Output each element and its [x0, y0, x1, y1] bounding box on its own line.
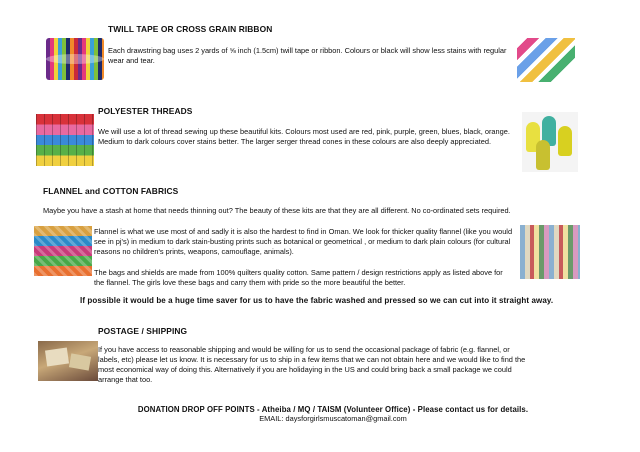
- fabrics-heading: FLANNEL and COTTON FABRICS: [43, 186, 179, 196]
- twill-body: Each drawstring bag uses 2 yards of ⅝ inch (1.5cm) twill tape or ribbon. Colours or black will show less stains with regular wear and tear.: [108, 46, 507, 65]
- fabric-photo-right: [520, 225, 580, 279]
- threads-body: We will use a lot of thread sewing up these beautiful kits. Colours most used are red, pink, purple, green, blues, black, orange. Medium to dark colours cover stains better. The larger serger thread cones in these colours are also deeply appreciated.: [98, 127, 510, 146]
- fabrics-intro: Maybe you have a stash at home that needs thinning out? The beauty of these kits are that they are all different. No co-ordinated sets required.: [43, 206, 511, 215]
- twill-heading: TWILL TAPE OR CROSS GRAIN RIBBON: [108, 24, 273, 34]
- postage-photo: [38, 341, 98, 381]
- threads-heading: POLYESTER THREADS: [98, 106, 193, 116]
- ribbon-photo-left: [46, 38, 104, 80]
- ribbon-photo-right: [517, 38, 575, 82]
- postage-heading: POSTAGE / SHIPPING: [98, 326, 188, 336]
- contact-email: EMAIL: daysforgirlsmuscatoman@gmail.com: [259, 414, 407, 423]
- thread-cones-photo: [522, 112, 578, 172]
- thread-photo-left: [36, 114, 94, 166]
- flannel-paragraph: Flannel is what we use most of and sadly it is also the hardest to find in Oman. We look for thicker quality flannel (like you would see in pj's) in medium to dark stain-busting prints such as botanical or geometrical , or medium to dark plain colours (for cultural reasons no children's prints, weapons, camouflage, animals).: [94, 227, 513, 256]
- dropoff-points: DONATION DROP OFF POINTS - Atheiba / MQ / TAISM (Volunteer Office) - Please contact us for details.: [137, 405, 529, 414]
- fabric-photo-left: [34, 226, 92, 276]
- fabrics-note: If possible it would be a huge time saver for us to have the fabric washed and pressed so we can cut into it straight away.: [80, 296, 554, 305]
- postage-body: If you have access to reasonable shipping and would be willing for us to send the occasional package of fabric (e.g. flannel, or labels, etc) please let us know. It is necessary for us to ship in a few items that we can not obtain here and we would like to find the most economical way of doing this. Alternatively if you are holidaying in the US and could bring back a small package we could arrange that too.: [98, 345, 526, 384]
- cotton-paragraph: The bags and shields are made from 100% quilters quality cotton. Same pattern / design restrictions apply as listed above for the flannel. The girls love these bags and carry them with pride so the more beautiful the better.: [94, 268, 503, 287]
